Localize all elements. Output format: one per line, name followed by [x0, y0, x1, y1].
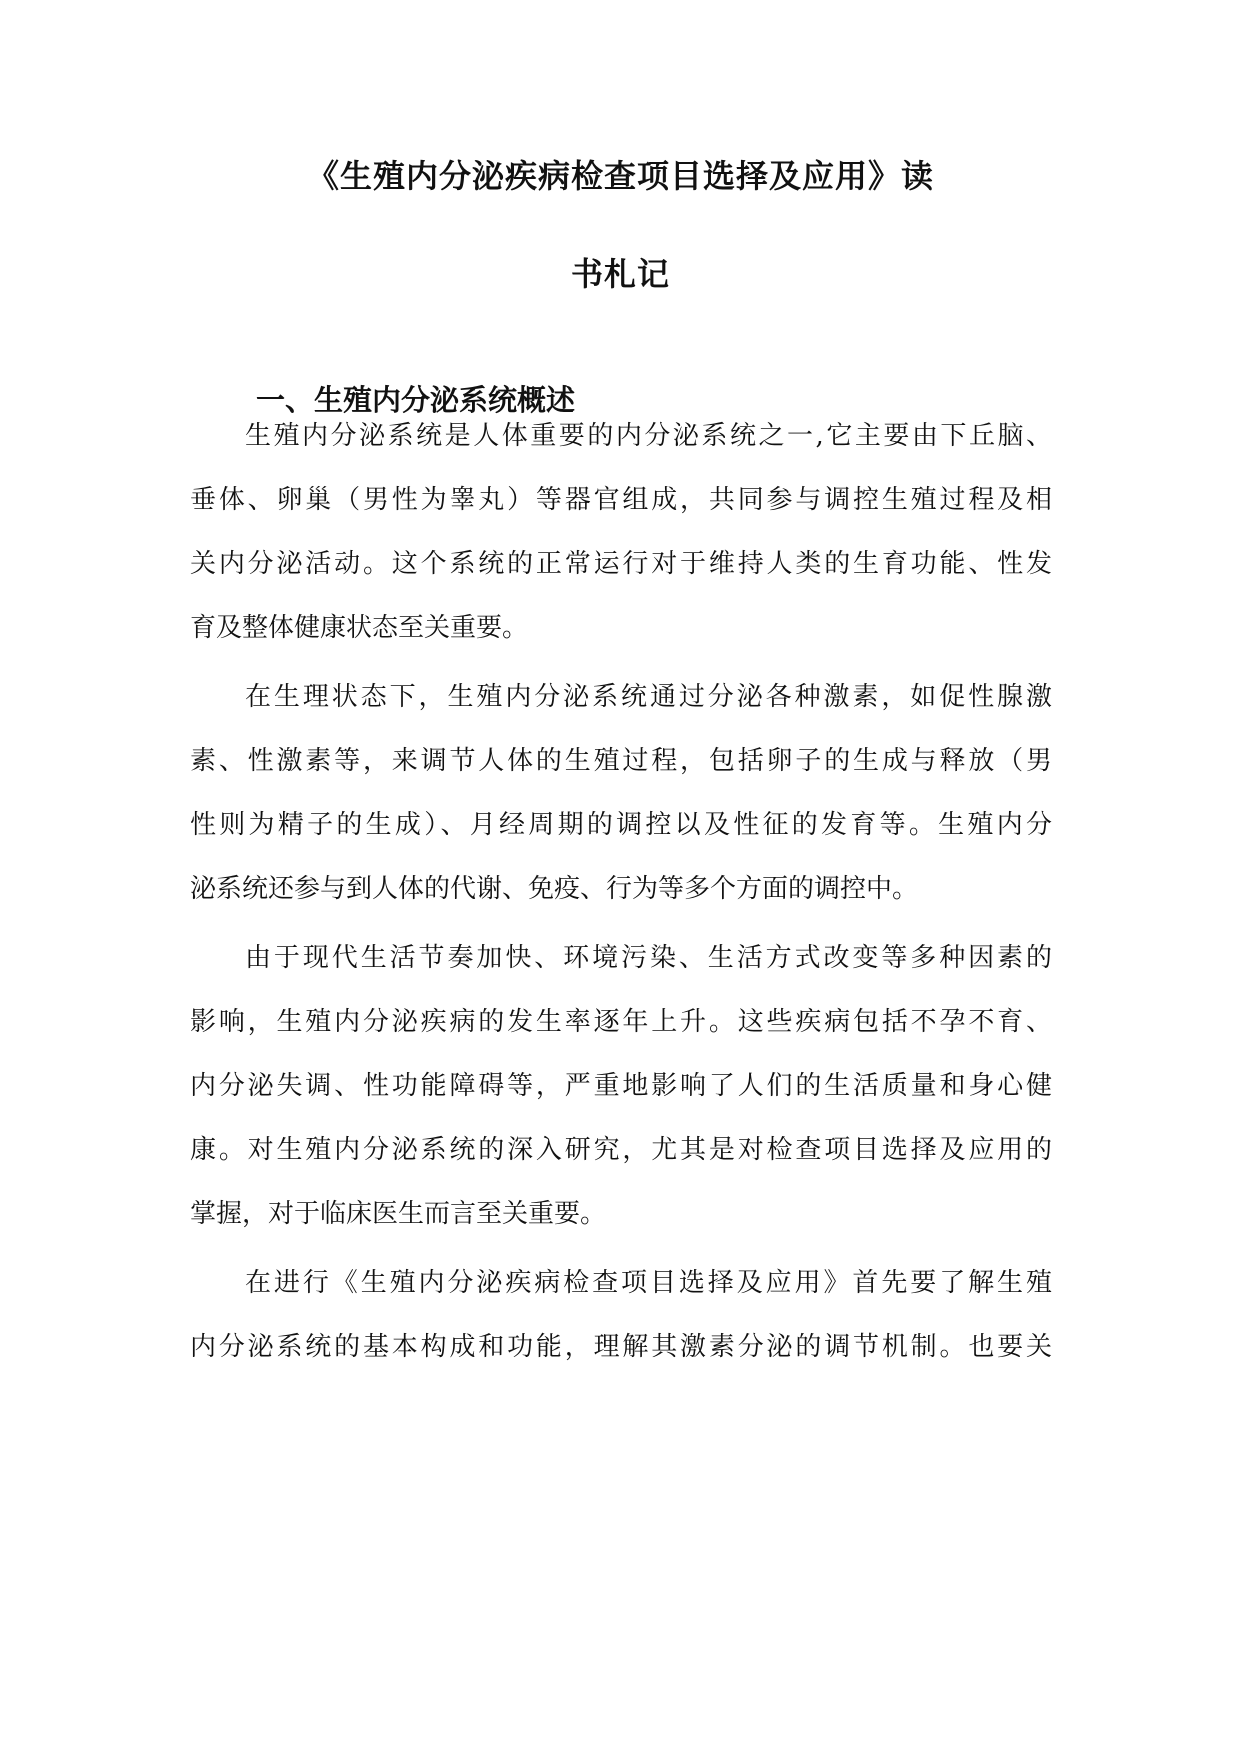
body-text-line: 关内分泌活动。这个系统的正常运行对于维持人类的生育功能、性发: [190, 549, 1052, 579]
body-text-line: 掌握，对于临床医生而言至关重要。: [190, 1199, 607, 1229]
body-text-line: 育及整体健康状态至关重要。: [190, 613, 529, 643]
body-text-line: 泌系统还参与到人体的代谢、免疫、行为等多个方面的调控中。: [190, 874, 919, 904]
body-text-line: 垂体、卵巢（男性为睾丸）等器官组成，共同参与调控生殖过程及相: [190, 485, 1052, 515]
section-heading: 一、生殖内分泌系统概述: [256, 383, 576, 417]
document-title-line-1: 《生殖内分泌疾病检查项目选择及应用》读: [306, 157, 934, 195]
body-text-line: 影响，生殖内分泌疾病的发生率逐年上升。这些疾病包括不孕不育、: [190, 1007, 1052, 1037]
body-text-line: 素、性激素等，来调节人体的生殖过程，包括卵子的生成与释放（男: [190, 746, 1052, 776]
body-text-line: 内分泌系统的基本构成和功能，理解其激素分泌的调节机制。也要关: [190, 1332, 1052, 1362]
body-text-line: 康。对生殖内分泌系统的深入研究，尤其是对检查项目选择及应用的: [190, 1135, 1052, 1165]
body-text-line: 生殖内分泌系统是人体重要的内分泌系统之一,它主要由下丘脑、: [245, 421, 1052, 451]
body-text-line: 在进行《生殖内分泌疾病检查项目选择及应用》首先要了解生殖: [245, 1268, 1052, 1298]
body-text-line: 由于现代生活节奏加快、环境污染、生活方式改变等多种因素的: [245, 943, 1052, 973]
body-text-line: 性则为精子的生成）、月经周期的调控以及性征的发育等。生殖内分: [190, 810, 1052, 840]
document-title-line-2: 书札记: [570, 255, 670, 293]
body-text-line: 内分泌失调、性功能障碍等，严重地影响了人们的生活质量和身心健: [190, 1071, 1052, 1101]
body-text-line: 在生理状态下，生殖内分泌系统通过分泌各种激素，如促性腺激: [245, 682, 1052, 712]
